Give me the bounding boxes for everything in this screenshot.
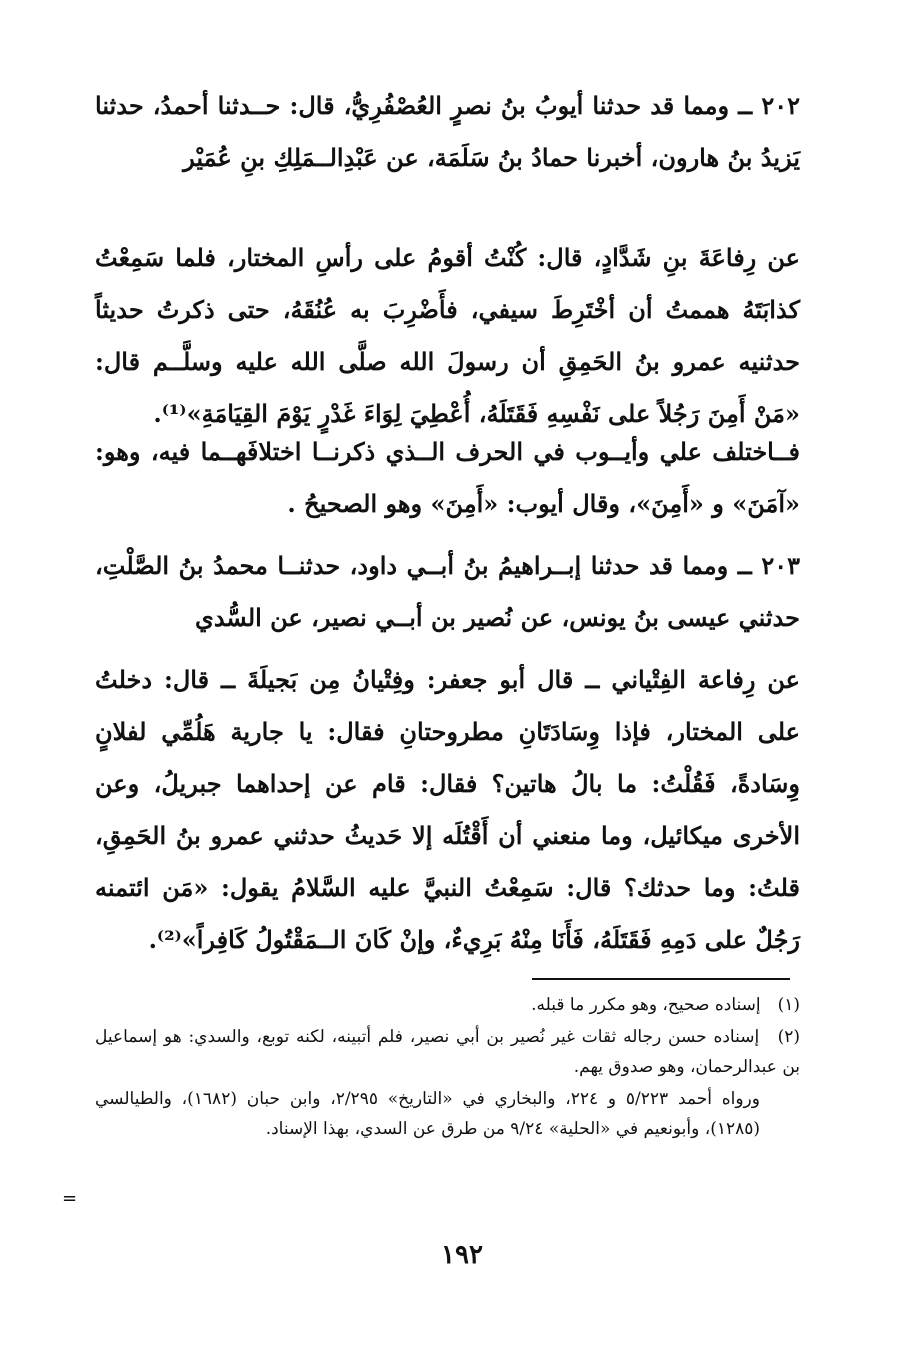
hadith-202-isnad-text: ٢٠٢ ــ ومما قد حدثنا أيوبُ بنُ نصرٍ العُصْفُرِيُّ، قال: حــدثنا أحمدُ، حدثنا يَزيدُ بنُ هارون، أخبرنا حمادُ بنُ سَلَمَة، عن عَبْدِالــمَلِكِ بنِ عُمَيْر [95, 91, 800, 172]
commentary-text: فــاختلف علي وأيــوب في الحرف الــذي ذكرنــا اختلافَهــما فيه، وهو: «آمَنَ» و «أَمِنَ»، وقال أيوب: «أَمِنَ» وهو الصحيحُ . [95, 437, 800, 518]
footnotes [95, 990, 800, 1144]
footnote-2-number: (٢) [777, 1027, 801, 1047]
footnote-2-continuation: ورواه أحمد ٥/٢٢٣ و ٢٢٤، والبخاري في «التاريخ» ٢/٢٩٥، وابن حبان (١٦٨٢)، والطيالسي (١٢٨٥)، وأبونعيم في «الحلية» ٩/٢٤ من طرق عن السدي، بهذا الإسناد. [95, 1089, 760, 1139]
hadith-203-matn [95, 654, 800, 966]
hadith-203-matn-text: عن رِفاعة الفِتْياني ــ قال أبو جعفر: وفِتْيانُ مِن بَجيلَةَ ــ قال: دخلتُ على المختار، فإذا وِسَادَتَانِ مطروحتانِ فقال: يا جارية هَلُمِّي لفلانٍ وِسَادةً، فَقُلْتُ: ما بالُ هاتين؟ فقال: قام عن إحداهما جبريلُ، وعن الأخرى ميكائيل، وما منعني أن أَقْتُلَه إلا حَديثُ حدثني عمرو بنُ الحَمِقِ، قلتُ: وما حدثك؟ قال: سَمِعْتُ النبيَّ عليه السَّلامُ يقول: «مَن ائتمنه رَجُلٌ على دَمِهِ فَقَتَلَهُ، فَأَنَا مِنْهُ بَرِيءٌ، وإنْ كَانَ الــمَقْتُولُ كَافِراً»⁽²⁾. [95, 665, 800, 954]
commentary-paragraph [95, 426, 800, 530]
hadith-203-isnad [95, 540, 800, 644]
page-number: ١٩٢ [441, 1240, 483, 1270]
footnote-2 [95, 1022, 800, 1082]
footnote-1 [95, 990, 800, 1020]
footnote-2-text: إسناده حسن رجاله ثقات غير نُصير بن أبي نصير، فلم أتبينه، لكنه توبع، والسدي: هو إسماعيل بن عبدالرحمان، وهو صدوق يهم. [95, 1027, 800, 1077]
footnote-1-text: إسناده صحيح، وهو مكرر ما قبله. [531, 995, 761, 1015]
footnote-separator [532, 978, 790, 980]
hadith-203-isnad-text: ٢٠٣ ــ ومما قد حدثنا إبــراهيمُ بنُ أبــي داود، حدثنــا محمدُ بنُ الصَّلْتِ، حدثني عيسى بنُ يونس، عن نُصير بن أبــي نصير، عن السُّدي [95, 551, 800, 632]
footnote-1-number: (١) [777, 995, 800, 1015]
hadith-202-matn [95, 232, 800, 440]
hadith-202-matn-text: عن رِفاعَةَ بنِ شَدَّادٍ، قال: كُنْتُ أقومُ على رأسِ المختار، فلما سَمِعْتُ كذابَتَهُ هممتُ أن أخْتَرِطَ سيفي، فأَضْرِبَ به عُنُقَهُ، حتى ذكرتُ حديثاً حدثنيه عمرو بنُ الحَمِقِ أن رسولَ الله صلَّى الله عليه وسلَّــم قال: «مَنْ أَمِنَ رَجُلاً على نَفْسِهِ فَقَتَلَهُ، أُعْطِيَ لِوَاءَ غَدْرٍ يَوْمَ القِيَامَةِ»⁽¹⁾. [95, 243, 800, 428]
continuation-mark: = [62, 1188, 78, 1209]
hadith-202-isnad [95, 80, 800, 184]
